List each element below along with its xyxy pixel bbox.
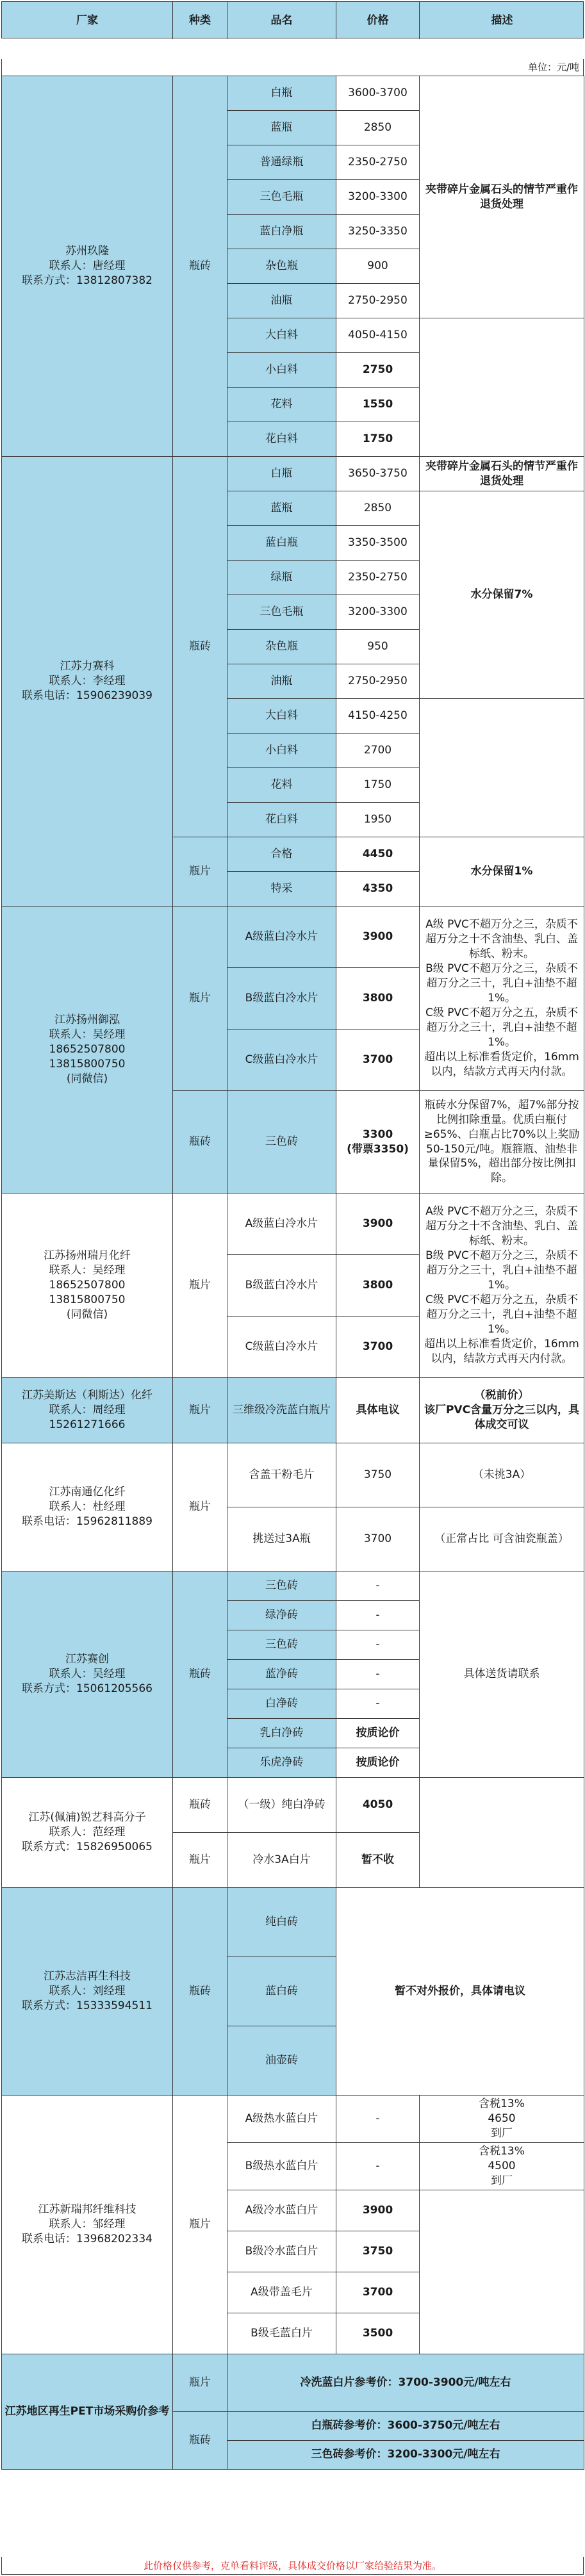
desc-line: B级 PVC不超万分之三，杂质不超万分之三十，乳白+油垫不超1%。: [425, 962, 578, 1005]
factory-wechat: (同微信): [66, 1308, 108, 1321]
product-price: 3600-3700: [336, 76, 420, 111]
product-name: 油壶砖: [227, 2026, 336, 2096]
factory-contact: 联系人：刘经理: [49, 1985, 126, 1998]
product-price: 2350-2750: [336, 145, 420, 180]
product-price: 3700: [336, 1317, 420, 1378]
unit-label: 单位：元/吨: [1, 59, 584, 76]
product-price: -: [336, 2142, 420, 2190]
factory-cell: [2, 907, 173, 1194]
product-price: 3500: [336, 2313, 420, 2354]
factory-cell: [2, 1571, 173, 1778]
factory-contact: 联系人：杜经理: [49, 1500, 126, 1514]
product-name: 三色砖: [227, 1571, 336, 1601]
desc-line: C级 PVC不超万分之五，杂质不超万分之三十，乳白+油垫不超1%。: [425, 1293, 579, 1336]
factory-name: 江苏美斯达（利斯达）化纤: [22, 1389, 152, 1402]
market-name: 江苏地区再生PET市场采购价参考: [2, 2354, 173, 2469]
factory-cell: [2, 1888, 173, 2096]
factory-phone: 联系方式：15826950065: [22, 1840, 152, 1853]
desc-empty: [420, 1778, 584, 1888]
factory-contact: 联系人：吴经理: [49, 1668, 126, 1681]
product-price: 2750-2950: [336, 284, 420, 318]
product-name: 三色砖: [227, 1091, 336, 1194]
product-name: 三色毛瓶: [227, 595, 336, 630]
product-price: 2700: [336, 734, 420, 768]
kind-cell: 瓶砖: [173, 1888, 227, 2096]
product-price: -: [336, 2096, 420, 2143]
product-price: 2350-2750: [336, 561, 420, 595]
product-name: 蓝瓶: [227, 111, 336, 145]
product-price: 4450: [336, 837, 420, 872]
factory-name: 苏州玖隆: [65, 245, 109, 258]
factory-contact: 联系人：范经理: [49, 1826, 126, 1839]
product-name: 小白料: [227, 353, 336, 388]
product-price: 950: [336, 630, 420, 664]
factory-phone: 联系方式：15333594511: [22, 1999, 152, 2012]
product-name: 杂色瓶: [227, 630, 336, 664]
product-name: 绿瓶: [227, 561, 336, 595]
kind-cell: 瓶砖: [173, 2411, 227, 2469]
product-name: C级蓝白冷水片: [227, 1030, 336, 1091]
product-price: 3700: [336, 1507, 420, 1571]
factory-phone: 18652507800: [49, 1279, 126, 1292]
factory-phone: 15261271666: [49, 1418, 126, 1431]
product-price: 按质论价: [336, 1719, 420, 1748]
factory-cell: [2, 1194, 173, 1378]
product-name: A级热水蓝白片: [227, 2096, 336, 2143]
factory-phone: 联系方式：15061205566: [22, 1682, 152, 1695]
product-price: 1750: [336, 422, 420, 457]
product-name: 油瓶: [227, 284, 336, 318]
product-name: A级冷水蓝白片: [227, 2190, 336, 2231]
product-price: -: [336, 1630, 420, 1660]
factory-cell: [2, 76, 173, 457]
factory-name: 江苏(佩浦)锐艺科高分子: [28, 1811, 146, 1825]
product-price: 4050-4150: [336, 318, 420, 353]
product-price: 1950: [336, 803, 420, 837]
kind-cell: 瓶片: [173, 907, 227, 1091]
product-name: 杂色瓶: [227, 249, 336, 284]
product-price: -: [336, 1660, 420, 1689]
factory-contact: 联系人：吴经理: [49, 1028, 126, 1042]
desc-cell: [420, 1378, 584, 1443]
price-with-invoice: (带票3350): [347, 1142, 409, 1156]
product-name: 小白料: [227, 734, 336, 768]
product-name: 蓝白净瓶: [227, 215, 336, 249]
desc-cell: 水分保留1%: [420, 837, 584, 907]
product-price: 4050: [336, 1778, 420, 1833]
product-price: 3900: [336, 907, 420, 968]
product-price: 3900: [336, 2190, 420, 2231]
factory-contact: 联系人：邹经理: [49, 2217, 126, 2231]
product-name: 特采: [227, 872, 336, 907]
product-name: 三维级冷洗蓝白瓶片: [227, 1378, 336, 1443]
desc-line: 超出以上标准看货定价，16mm以内，结款方式再天内付款。: [424, 1337, 579, 1365]
product-name: （一级）纯白净砖: [227, 1778, 336, 1833]
product-name: 挑送过3A瓶: [227, 1507, 336, 1571]
desc-line: 4650: [488, 2112, 516, 2125]
product-name: 合格: [227, 837, 336, 872]
factory-contact: 联系人：唐经理: [49, 259, 126, 273]
product-price: 3350-3500: [336, 526, 420, 561]
desc-line: 含税13%: [479, 2097, 525, 2110]
product-name: 普通绿瓶: [227, 145, 336, 180]
header-price: 价格: [336, 2, 420, 39]
desc-empty: [420, 318, 584, 457]
kind-cell: 瓶砖: [173, 76, 227, 457]
product-price: 1550: [336, 388, 420, 422]
factory-wechat: (同微信): [66, 1072, 108, 1085]
desc-line: B级 PVC不超万分之三，杂质不超万分之三十，乳白+油垫不超1%。: [425, 1249, 578, 1292]
desc-empty: [420, 699, 584, 837]
factory-contact: 联系人：吴经理: [49, 1264, 126, 1277]
product-price: 3700: [336, 1030, 420, 1091]
product-price: 3250-3350: [336, 215, 420, 249]
product-price: 2750: [336, 353, 420, 388]
desc-cell: [420, 2142, 584, 2190]
desc-line: 到厂: [491, 2174, 513, 2187]
product-price: 4150-4250: [336, 699, 420, 734]
desc-line: A级 PVC不超万分之三，杂质不超万分之十不含油垫、乳白、盖标纸、粉末。: [425, 1205, 578, 1248]
product-price: 2850: [336, 491, 420, 526]
product-name: A级蓝白冷水片: [227, 1194, 336, 1255]
product-name: 大白料: [227, 318, 336, 353]
product-name: B级蓝白冷水片: [227, 1255, 336, 1317]
product-price: 2850: [336, 111, 420, 145]
header-product: 品名: [227, 2, 336, 39]
product-name: A级带盖毛片: [227, 2272, 336, 2313]
footer-note: 此价格仅供参考，克单看料评级，具体成交价格以厂家给验结果为准。: [1, 2557, 584, 2575]
product-name: 油瓶: [227, 664, 336, 699]
header-factory: 厂家: [2, 2, 173, 39]
product-name: 纯白砖: [227, 1888, 336, 1957]
kind-cell: 瓶砖: [173, 1778, 227, 1833]
factory-name: 江苏志洁再生科技: [44, 1970, 131, 1983]
desc-cell: 夹带碎片金属石头的情节严重作退货处理: [420, 76, 584, 318]
product-price: 3200-3300: [336, 180, 420, 215]
product-price: 1750: [336, 768, 420, 803]
factory-phone: 联系电话：15906239039: [22, 689, 152, 702]
product-name: A级蓝白冷水片: [227, 907, 336, 968]
desc-cell: （未挑3A）: [420, 1443, 584, 1507]
desc-cell: 暂不对外报价，具体请电议: [336, 1888, 584, 2096]
factory-cell: [2, 1443, 173, 1571]
market-line: 冷洗蓝白片参考价：3700-3900元/吨左右: [227, 2354, 584, 2411]
desc-cell: [420, 2096, 584, 2143]
product-price: 3800: [336, 1255, 420, 1317]
factory-name: 江苏南通亿化纤: [49, 1486, 126, 1499]
kind-cell: 瓶片: [173, 1378, 227, 1443]
product-name: 三色毛瓶: [227, 180, 336, 215]
kind-cell: 瓶片: [173, 1194, 227, 1378]
desc-line: C级 PVC不超万分之五，杂质不超万分之三十，乳白+油垫不超1%。: [425, 1006, 579, 1049]
product-price: 3800: [336, 968, 420, 1030]
product-name: 乐虎净砖: [227, 1748, 336, 1778]
product-name: 冷水3A白片: [227, 1833, 336, 1888]
product-price: -: [336, 1689, 420, 1719]
product-name: 白瓶: [227, 457, 336, 491]
desc-cell: [420, 1194, 584, 1378]
product-name: B级冷水蓝白片: [227, 2231, 336, 2272]
factory-phone: 联系方式：13812807382: [22, 274, 152, 287]
product-name: 绿净砖: [227, 1601, 336, 1630]
product-name: 白瓶: [227, 76, 336, 111]
market-line: 白瓶砖参考价：3600-3750元/吨左右: [227, 2411, 584, 2440]
product-name: 花料: [227, 768, 336, 803]
desc-cell: 瓶砖水分保留7%，超7%部分按比例扣除重量。优质白瓶付≥65%、白瓶占比70%以上奖励50-150元/吨。瓶箍瓶、油垫非量保留5%，超出部分按比例扣除。: [420, 1091, 584, 1194]
table-header: [1, 1, 584, 38]
product-name: B级蓝白冷水片: [227, 968, 336, 1030]
product-price: -: [336, 1601, 420, 1630]
product-name: 花料: [227, 388, 336, 422]
factory-name: 江苏扬州瑞月化纤: [44, 1249, 131, 1263]
product-name: 蓝白砖: [227, 1957, 336, 2026]
factory-phone: 18652507800: [49, 1043, 126, 1056]
factory-phone: 联系电话：13968202334: [22, 2232, 152, 2245]
kind-cell: 瓶砖: [173, 1091, 227, 1194]
desc-empty: [420, 2190, 584, 2354]
desc-cell: （正常占比 可含油瓷瓶盖）: [420, 1507, 584, 1571]
product-name: 花白料: [227, 803, 336, 837]
product-name: B级毛蓝白片: [227, 2313, 336, 2354]
market-line: 三色砖参考价：3200-3300元/吨左右: [227, 2440, 584, 2469]
product-price: 3750: [336, 2231, 420, 2272]
product-price: 3700: [336, 2272, 420, 2313]
factory-contact: 联系人：李经理: [49, 675, 126, 688]
product-name: C级蓝白冷水片: [227, 1317, 336, 1378]
kind-cell: 瓶砖: [173, 457, 227, 837]
product-name: 三色砖: [227, 1630, 336, 1660]
header-desc: 描述: [491, 14, 513, 27]
desc-line: 超出以上标准看货定价，16mm以内，结款方式再天内付款。: [424, 1050, 579, 1078]
kind-cell: 瓶片: [173, 1443, 227, 1571]
product-name: B级热水蓝白片: [227, 2142, 336, 2190]
price-table: [1, 76, 584, 2470]
product-price: 4350: [336, 872, 420, 907]
product-name: 乳白净砖: [227, 1719, 336, 1748]
desc-cell: 水分保留7%: [420, 491, 584, 699]
desc-line: （税前价）: [474, 1389, 529, 1402]
factory-contact: 联系人：周经理: [49, 1404, 126, 1417]
factory-cell: [2, 1378, 173, 1443]
factory-phone: 13815800750: [49, 1057, 126, 1071]
price-value: 3300: [362, 1128, 393, 1141]
product-price: 3650-3750: [336, 457, 420, 491]
factory-name: 江苏新瑞邦纤维科技: [38, 2203, 136, 2216]
kind-cell: 瓶片: [173, 837, 227, 907]
product-price: 暂不收: [336, 1833, 420, 1888]
kind-cell: 瓶片: [173, 2354, 227, 2411]
kind-cell: 瓶砖: [173, 1571, 227, 1778]
desc-cell: [420, 907, 584, 1091]
product-name: 蓝净砖: [227, 1660, 336, 1689]
desc-line: A级 PVC不超万分之三，杂质不超万分之十不含油垫、乳白、盖标纸、粉末。: [425, 918, 578, 961]
factory-cell: [2, 2096, 173, 2354]
factory-name: 江苏赛创: [65, 1653, 109, 1666]
desc-line: 到厂: [491, 2126, 513, 2140]
product-price: 2750-2950: [336, 664, 420, 699]
product-price: 按质论价: [336, 1748, 420, 1778]
desc-line: 含税13%: [479, 2144, 525, 2158]
product-name: 蓝白瓶: [227, 526, 336, 561]
desc-line: 该厂PVC含量万分之三以内，具体成交可议: [424, 1404, 580, 1431]
header-kind: 种类: [173, 2, 227, 39]
kind-cell: 瓶片: [173, 2096, 227, 2354]
product-price: 3900: [336, 1194, 420, 1255]
table-row: [2, 76, 584, 111]
product-name: 蓝瓶: [227, 491, 336, 526]
factory-cell: [2, 1778, 173, 1888]
product-name: 花白料: [227, 422, 336, 457]
desc-line: 4500: [488, 2159, 516, 2172]
product-price: 900: [336, 249, 420, 284]
product-price: 具体电议: [336, 1378, 420, 1443]
factory-name: 江苏扬州御泓: [54, 1013, 120, 1027]
product-price: 3200-3300: [336, 595, 420, 630]
product-price: [336, 1091, 420, 1194]
product-price: -: [336, 1571, 420, 1601]
product-name: 大白料: [227, 699, 336, 734]
factory-phone: 联系电话：15962811889: [22, 1514, 152, 1528]
desc-cell: 具体送货请联系: [420, 1571, 584, 1778]
factory-name: 江苏力赛科: [60, 660, 115, 673]
product-name: 白净砖: [227, 1689, 336, 1719]
desc-cell: 夹带碎片金属石头的情节严重作退货处理: [420, 457, 584, 491]
factory-phone: 13815800750: [49, 1293, 126, 1306]
product-name: 含盖干粉毛片: [227, 1443, 336, 1507]
product-price: 3750: [336, 1443, 420, 1507]
factory-cell: [2, 457, 173, 907]
kind-cell: 瓶片: [173, 1833, 227, 1888]
